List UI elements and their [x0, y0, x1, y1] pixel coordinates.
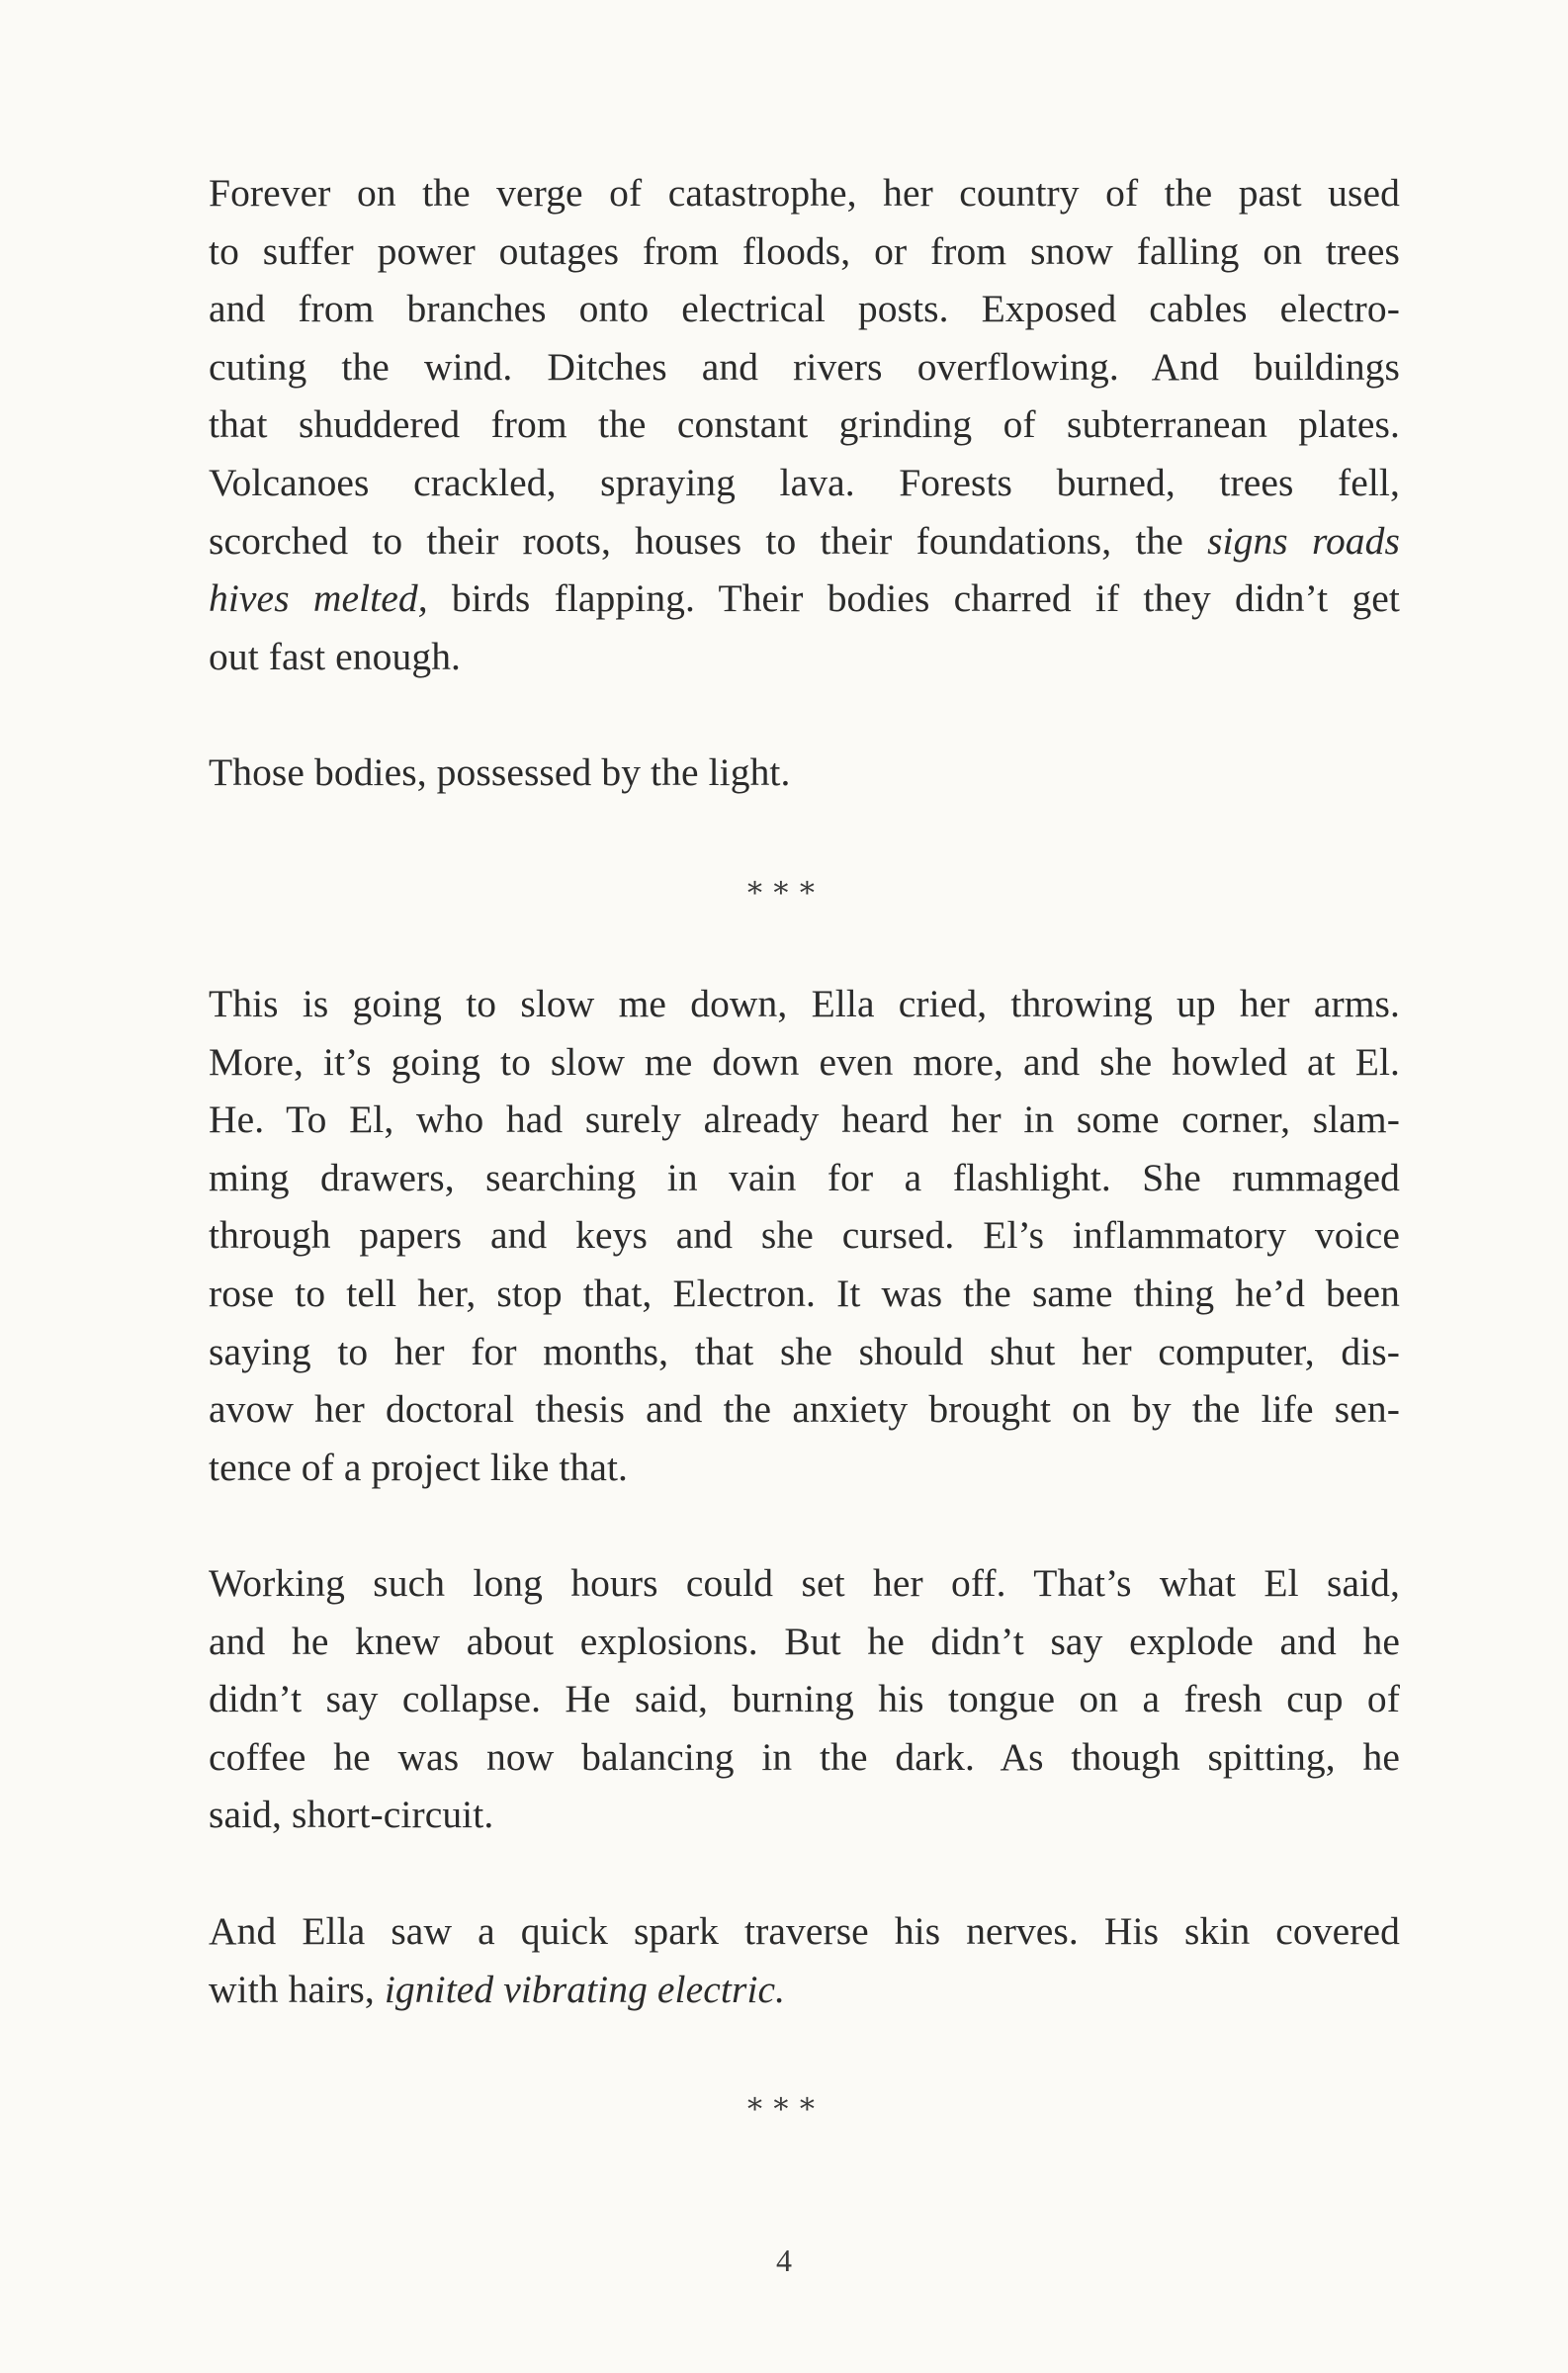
text-line	[209, 454, 1400, 512]
text-span: And Ella saw a quick spark traverse his nerves. His skin covered	[209, 1909, 1400, 1953]
text-span: through papers and keys and she cursed. El’s inflammatory voice	[209, 1213, 1400, 1258]
text-span: scorched to their roots, houses to their foundations, the	[209, 518, 1208, 563]
text-line	[209, 1786, 1400, 1844]
text-line	[209, 975, 1400, 1033]
text-span: ming drawers, searching in vain for a flashlight. She rummaged	[209, 1155, 1400, 1199]
text-span: didn’t say collapse. He said, burning his tongue on a fresh cup of	[209, 1677, 1400, 1721]
text-line	[209, 1380, 1400, 1439]
text-span: out fast enough.	[209, 634, 462, 678]
text-line	[209, 1961, 1400, 2019]
text-span: Those bodies, possessed by the light.	[209, 750, 791, 794]
text-span: to suffer power outages from floods, or from snow falling on trees	[209, 228, 1400, 273]
paragraph	[209, 975, 1400, 1496]
text-line	[209, 744, 1400, 802]
text-line	[209, 338, 1400, 396]
text-span: tence of a project like that.	[209, 1445, 629, 1489]
text-line	[209, 1902, 1400, 1961]
text-line	[209, 1554, 1400, 1613]
text-span: and he knew about explosions. But he didn’t say explode and he	[209, 1619, 1400, 1663]
text-span: coffee he was now balancing in the dark. As though spitting, he	[209, 1734, 1400, 1779]
text-line	[209, 222, 1400, 281]
text-line	[209, 1728, 1400, 1787]
text-line	[209, 1265, 1400, 1323]
text-span: and from branches onto electrical posts. Exposed cables electro-	[209, 287, 1400, 331]
text-span: saying to her for months, that she should shut her computer, dis-	[209, 1329, 1400, 1373]
paragraph	[209, 1554, 1400, 1844]
text-span: This is going to slow me down, Ella cried, throwing up her arms.	[209, 982, 1400, 1025]
text-line	[209, 570, 1400, 628]
text-line	[209, 1206, 1400, 1265]
text-line	[209, 1670, 1400, 1728]
paragraph	[209, 1902, 1400, 2018]
text-span: rose to tell her, stop that, Electron. It was the same thing he’d been	[209, 1271, 1400, 1315]
text-span: Forever on the verge of catastrophe, her country of the past used	[209, 171, 1400, 215]
text-span: cuting the wind. Ditches and rivers overflowing. And buildings	[209, 344, 1400, 389]
section-break: ∗∗∗	[744, 871, 824, 904]
section-break: ∗∗∗	[744, 2087, 824, 2120]
text-line	[209, 1613, 1400, 1671]
italic-text: hives melted,	[209, 576, 428, 621]
text-span: with hairs,	[209, 1967, 385, 2011]
text-span: birds flapping. Their bodies charred if they didn’t get	[427, 576, 1401, 621]
text-span: Volcanoes crackled, spraying lava. Forests burned, trees fell,	[209, 460, 1400, 504]
text-line	[209, 1149, 1400, 1207]
text-span: Working such long hours could set her off. That’s what El said,	[209, 1561, 1400, 1605]
text-line	[209, 628, 1400, 686]
paragraph	[209, 164, 1400, 685]
text-line	[209, 280, 1400, 338]
text-span: He. To El, who had surely already heard her in some corner, slam-	[209, 1098, 1400, 1142]
text-line	[209, 512, 1400, 571]
text-span: that shuddered from the constant grinding of subterranean plates.	[209, 402, 1400, 447]
paragraph	[209, 744, 1400, 802]
text-line	[209, 1091, 1400, 1149]
text-span: said, short-circuit.	[209, 1793, 494, 1837]
text-line	[209, 1439, 1400, 1497]
text-line	[209, 396, 1400, 454]
text-span: More, it’s going to slow me down even more, and she howled at El.	[209, 1039, 1400, 1084]
italic-text: ignited vibrating electric.	[384, 1967, 786, 2011]
text-line	[209, 1323, 1400, 1381]
text-line	[209, 1033, 1400, 1092]
italic-text: signs roads	[1207, 518, 1400, 563]
text-span: avow her doctoral thesis and the anxiety brought on by the life sen-	[209, 1387, 1400, 1432]
text-line	[209, 164, 1400, 222]
page-number: 4	[776, 2242, 792, 2278]
